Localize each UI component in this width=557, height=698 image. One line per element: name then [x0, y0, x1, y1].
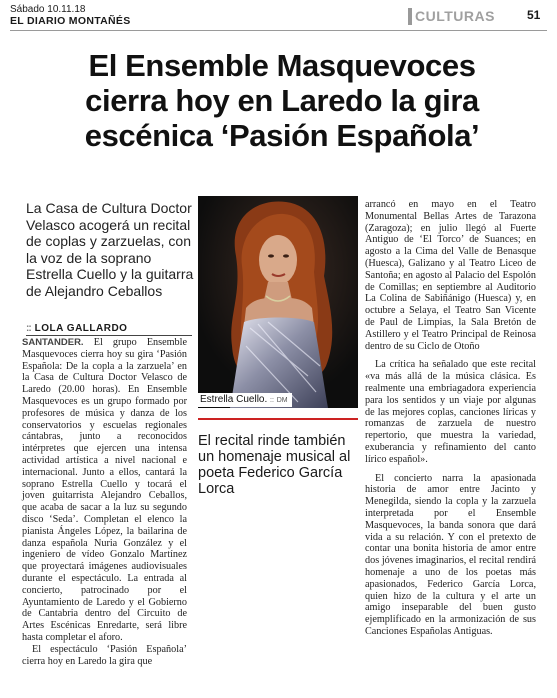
byline-mark: :: [26, 323, 31, 334]
issue-date: Sábado 10.11.18 [10, 4, 86, 15]
byline-author: LOLA GALLARDO [34, 323, 128, 334]
body-paragraph: El concierto narra la apasionada historia de amor entre Jacinto y Menegilda, siendo la copla y la zarzuela interpretada por el Ensemble Masquevoces, la banda sonora que dará vida a su relación. Y con el pretexto de contar una bonita historia de amor entre dos jóvenes imaginarios, el recital rendirá homenaje a uno de los poetas más apasionados, Federico García Lorca, quien hizo de la cultura y el arte un amigo inseparable del buen gusto ejemplificado en la armonización de sus Canciones Españolas Antiguas. [365, 472, 536, 637]
byline [26, 323, 127, 334]
headline-line-2: cierra hoy en Laredo la gira [85, 83, 479, 118]
dateline: SANTANDER. [22, 337, 84, 348]
headline-line-3: escénica ‘Pasión Española’ [84, 118, 480, 153]
photo-divider [198, 418, 358, 420]
header-divider [10, 30, 547, 31]
headline-line-1: El Ensemble Masquevoces [88, 48, 476, 83]
body-paragraph [22, 337, 187, 644]
body-paragraph: La crítica ha señalado que este recital «va más allá de la música clásica. Es realmente una embriagadora experiencia para los sentidos y un viaje por algunas de las mejores coplas, canciones líricas y romanzas de zarzuela de nuestro repertorio, que muestra la variedad, exuberancia y refinamiento del canto lírico español». [365, 359, 536, 465]
body-column-3 [365, 199, 536, 638]
pull-quote: El recital rinde también un homenaje musical al poeta Federico García Lorca [198, 433, 351, 497]
newspaper-name: EL DIARIO MONTAÑÉS [10, 15, 131, 27]
photo-caption [198, 394, 292, 407]
portrait-illustration [198, 196, 358, 408]
caption-source: DM [276, 397, 288, 404]
body-text: El grupo Ensemble Masquevoces cierra hoy su gira ‘Pasión Española: De la copla a la zarzuela’ en la Casa de Cultura Doctor Velasco de Laredo (20.00 horas). En Ensemble Masquevoces es un grupo formado por profesores de música y danza de los conservatorios y escuelas regionales cántabras, junto a reconocidos intérpretes que ejercen una intensa actividad artística a nivel nacional e internacional. Junto a ellos, cantará la soprano Estrella Cuello y tocará el joven guitarrista Alejandro Ceballos, que acaba de sacar a la luz su segundo disco ‘Seda’. Completan el elenco la pianista Ángeles López, la bailarina de danza española Nuria González y el ingeniero de vídeo Gonzalo Martínez que proyectará imágenes audiovisuales durante el espectáculo. La entrada al concierto, patrocinado por el Ayuntamiento de Laredo y el Gobierno de Cantabria dentro del Circuito de Artes Escénicas Enredarte, será libre hasta completar el aforo. [22, 337, 187, 643]
caption-text: Estrella Cuello. [200, 394, 268, 405]
page-number: 51 [527, 8, 541, 22]
body-paragraph: El espectáculo ‘Pasión Española’ cierra hoy en Laredo la gira que [22, 643, 187, 667]
lead-paragraph: La Casa de Cultura Doctor Velasco acogerá un recital de coplas y zarzuelas, con la voz de la soprano Estrella Cuello y la guitarra de Alejandro Ceballos [26, 200, 194, 299]
body-column-1 [22, 337, 187, 667]
section-name: CULTURAS [415, 8, 495, 24]
section-marker [408, 8, 412, 25]
headline [22, 48, 542, 153]
byline-divider [26, 335, 192, 336]
body-paragraph: arrancó en mayo en el Teatro Monumental Bellas Artes de Tarazona (Zaragoza); en julio llegó al Fuerte Antiguo de ‘El Torco’ de Suances; en agosto a la Cima del Valle de Benasque (Huesca), Galizano y al Teatro Liceo de Santoña; en agosto al Palacio del Espolón de Comillas; en septiembre al Auditorio La Colina de Sabiñánigo (Huesca) y, en octubre a Selaya, el Teatro San Vicente de Paul de Limpias, la Sala Bretón de Astillero y el Teatro Principal de Reinosa dentro de su Ciclo de Otoño [365, 199, 536, 352]
caption-mark: :: [270, 397, 274, 404]
photo-singer [198, 196, 358, 408]
